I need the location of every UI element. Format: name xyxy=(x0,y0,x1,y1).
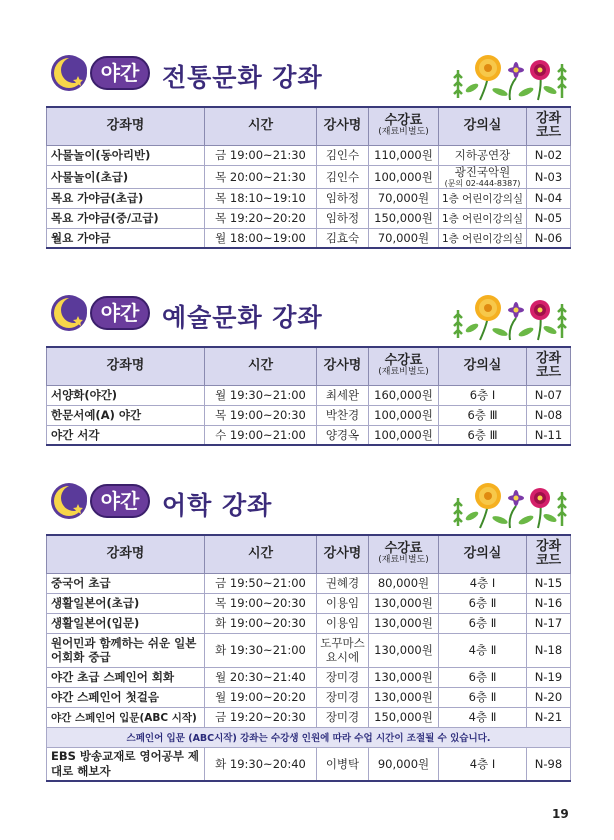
col-header-fee: 수강료 (재료비별도) xyxy=(369,535,439,573)
col-header-name: 강좌명 xyxy=(47,535,205,573)
col-header-time: 시간 xyxy=(205,347,317,385)
section-header xyxy=(46,48,570,100)
flower-decoration-icon xyxy=(450,48,570,102)
col-header-room: 강의실 xyxy=(439,107,527,145)
night-badge: 야간 xyxy=(90,484,150,518)
table-row: 목요 가야금(초급) 목 18:10~19:10 임하정 70,000원 1층 어린이강의실 N-04 xyxy=(47,188,571,208)
col-header-teacher: 강사명 xyxy=(317,535,369,573)
table-row: 생활일본어(입문) 화 19:00~20:30 이용임 130,000원 6층 Ⅱ N-17 xyxy=(47,613,571,633)
table-row: 한문서예(A) 야간 목 19:00~20:30 박찬경 100,000원 6층 Ⅲ N-08 xyxy=(47,405,571,425)
note-text: 스페인어 입문 (ABC시작) 강좌는 수강생 인원에 따라 수업 시간이 조절될 수 있습니다. xyxy=(47,727,571,747)
section-title: 예술문화 강좌 xyxy=(162,303,323,332)
col-header-room: 강의실 xyxy=(439,535,527,573)
section-header xyxy=(46,288,570,340)
col-header-code: 강좌 코드 xyxy=(527,107,571,145)
col-header-name: 강좌명 xyxy=(47,107,205,145)
table-row: EBS 방송교재로 영어공부 제대로 해보자 화 19:30~20:40 이병탁 90,000원 4층 Ⅰ N-98 xyxy=(47,747,571,781)
col-header-teacher: 강사명 xyxy=(317,347,369,385)
moon-icon xyxy=(50,54,88,92)
table-row: 야간 스페인어 첫걸음 월 19:00~20:20 장미경 130,000원 6층 Ⅱ N-20 xyxy=(47,687,571,707)
room-cell: 광진국악원 (문의 02-444-8387) xyxy=(439,165,527,188)
section-title: 전통문화 강좌 xyxy=(162,63,323,92)
course-table xyxy=(46,534,571,782)
col-header-code: 강좌 코드 xyxy=(527,347,571,385)
table-row: 목요 가야금(중/고급) 목 19:20~20:20 임하정 150,000원 1층 어린이강의실 N-05 xyxy=(47,208,571,228)
table-row: 서양화(야간) 월 19:30~21:00 최세완 160,000원 6층 Ⅰ N-07 xyxy=(47,385,571,405)
moon-icon xyxy=(50,294,88,332)
col-header-time: 시간 xyxy=(205,107,317,145)
col-header-room: 강의실 xyxy=(439,347,527,385)
col-header-fee: 수강료 (재료비별도) xyxy=(369,107,439,145)
table-row: 사물놀이(동아리반) 금 19:00~21:30 김인수 110,000원 지하공연장 N-02 xyxy=(47,145,571,165)
note-row xyxy=(47,727,571,747)
flower-decoration-icon xyxy=(450,288,570,342)
table-row: 야간 서각 수 19:00~21:00 양경옥 100,000원 6층 Ⅲ N-11 xyxy=(47,425,571,445)
col-header-teacher: 강사명 xyxy=(317,107,369,145)
table-row: 야간 초급 스페인어 회화 월 20:30~21:40 장미경 130,000원 6층 Ⅱ N-19 xyxy=(47,667,571,687)
section-arts xyxy=(46,288,570,446)
table-row: 생활일본어(초급) 목 19:00~20:30 이용임 130,000원 6층 Ⅱ N-16 xyxy=(47,593,571,613)
col-header-code: 강좌 코드 xyxy=(527,535,571,573)
col-header-time: 시간 xyxy=(205,535,317,573)
table-row: 야간 스페인어 입문(ABC 시작) 금 19:20~20:30 장미경 150,000원 4층 Ⅱ N-21 xyxy=(47,707,571,727)
night-badge: 야간 xyxy=(90,56,150,90)
section-title: 어학 강좌 xyxy=(162,491,273,520)
section-traditional xyxy=(46,48,570,249)
course-table xyxy=(46,106,571,249)
table-row: 사물놀이(초급) 목 20:00~21:30 김인수 100,000원 광진국악원 (문의 02-444-8387) N-03 xyxy=(47,165,571,188)
col-header-fee: 수강료 (재료비별도) xyxy=(369,347,439,385)
section-language xyxy=(46,476,570,782)
course-table xyxy=(46,346,571,446)
flower-decoration-icon xyxy=(450,476,570,530)
table-row: 원어민과 함께하는 쉬운 일본어회화 중급 화 19:30~21:00 도꾸마스 요시에 130,000원 4층 Ⅱ N-18 xyxy=(47,633,571,667)
col-header-name: 강좌명 xyxy=(47,347,205,385)
page-number: 19 xyxy=(552,807,569,821)
section-header xyxy=(46,476,570,528)
moon-icon xyxy=(50,482,88,520)
night-badge: 야간 xyxy=(90,296,150,330)
table-row: 월요 가야금 월 18:00~19:00 김효숙 70,000원 1층 어린이강의실 N-06 xyxy=(47,228,571,248)
table-row: 중국어 초급 금 19:50~21:00 권혜경 80,000원 4층 Ⅰ N-15 xyxy=(47,573,571,593)
